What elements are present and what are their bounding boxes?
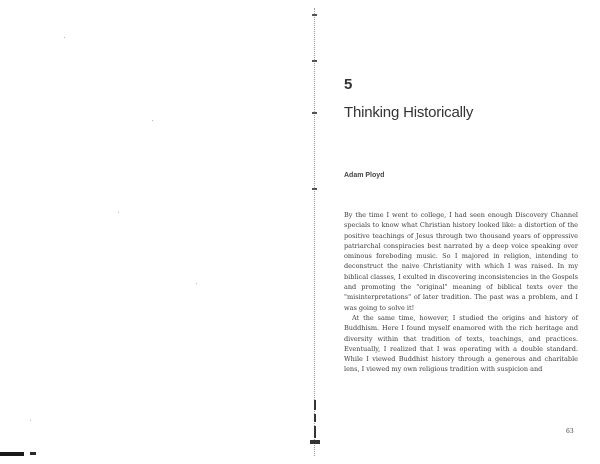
right-page [316, 0, 600, 464]
scan-edge-bar [0, 452, 24, 456]
page-gutter [314, 8, 315, 456]
scan-edge-bar [30, 452, 36, 455]
chapter-title: Thinking Historically [344, 104, 474, 121]
scan-speck [30, 420, 31, 421]
body-text [344, 210, 578, 375]
scan-speck [118, 212, 119, 213]
page-number: 63 [566, 428, 574, 435]
scan-speck [152, 120, 153, 121]
scan-speck [196, 283, 197, 284]
scan-speck [64, 37, 65, 38]
body-paragraph: At the same time, however, I studied the origins and history of Buddhism. Here I found myself enamored with the rich heritage and diversity within that tradition of texts, teachings, and practices. Eventually, I realized that I was operating with a double standard. While I viewed Buddhist history through a generous and charitable lens, I viewed my own religious tradition with suspicion and [344, 313, 578, 374]
body-paragraph: By the time I went to college, I had seen enough Discovery Channel specials to know what Christian history looked like: a distortion of the positive teachings of Jesus through two thousand years of oppressive patriarchal conspiracies best narrated by a deep voice speaking over ominous foreboding music. So I majored in religion, intending to deconstruct the naive Christianity with which I was raised. In my biblical classes, I exulted in discovering inconsistencies in the Gospels and promoting the "original" meaning of biblical texts over the "misinterpretations" of later tradition. The past was a problem, and I was going to solve it! [344, 211, 578, 312]
chapter-number: 5 [344, 76, 353, 93]
chapter-author: Adam Ployd [344, 172, 385, 179]
